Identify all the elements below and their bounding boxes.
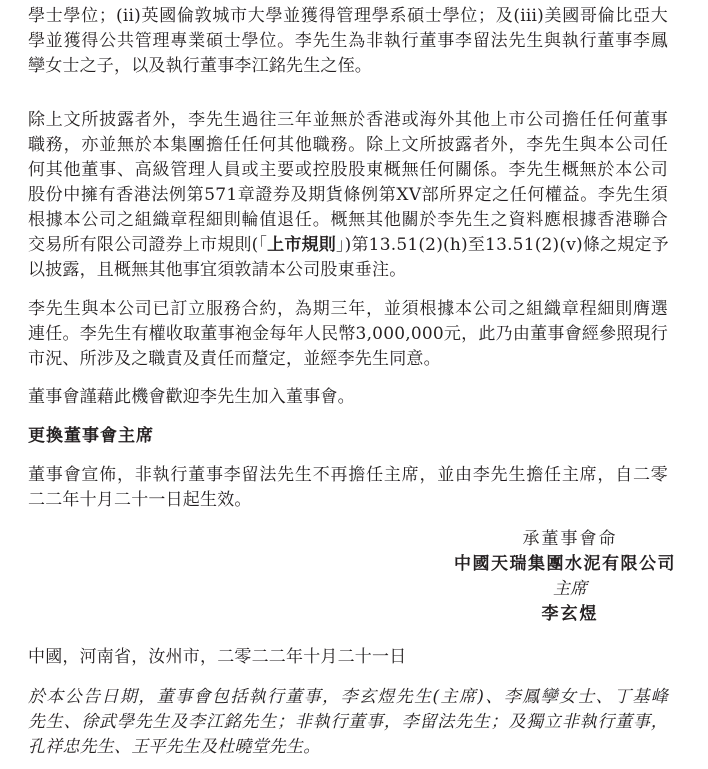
paragraph-line: 李先生與本公司已訂立服務合約，為期三年，並須根據本公司之組織章程細則膺選 bbox=[28, 299, 668, 319]
paragraph-line: 董事會謹藉此機會歡迎李先生加入董事會。 bbox=[28, 387, 355, 407]
paragraph-line: 二二年十月二十一日起生效。 bbox=[28, 490, 252, 510]
paragraph-line: 職務，亦並無於本集團擔任任何其他職務。除上文所披露者外，李先生與本公司任 bbox=[28, 135, 668, 155]
paragraph-line: 根據本公司之組織章程細則輪值退任。概無其他關於李先生之資料應根據香港聯合 bbox=[28, 210, 668, 230]
paragraph-line bbox=[28, 233, 668, 257]
paragraph-line: 學士學位；(ii)英國倫敦城市大學並獲得管理學系碩士學位；及(iii)美國哥倫比亞大 bbox=[28, 6, 668, 26]
by-order-text: 承董事會命 bbox=[522, 529, 618, 549]
board-composition-line: 孔祥忠先生、王平先生及杜曉堂先生。 bbox=[28, 737, 321, 757]
paragraph-line: 孿女士之子，以及執行董事李江銘先生之侄。 bbox=[28, 56, 372, 76]
paragraph-line: 股份中擁有香港法例第571章證券及期貨條例第XV部所界定之任何權益。李先生須 bbox=[28, 185, 668, 205]
paragraph-line: 市況、所涉及之職責及責任而釐定，並經李先生同意。 bbox=[28, 349, 441, 369]
text: 交易所有限公司證券上市規則(「 bbox=[28, 235, 268, 255]
section-heading: 更換董事會主席 bbox=[28, 426, 154, 446]
paragraph-line: 學並獲得公共管理專業碩士學位。李先生為非執行董事李留法先生與執行董事李鳳 bbox=[28, 31, 668, 51]
signatory-name: 李玄煜 bbox=[541, 604, 599, 624]
text: 」)第13.51(2)(h)至13.51(2)(v)條之規定予 bbox=[335, 235, 669, 255]
paragraph-line: 除上文所披露者外，李先生過往三年並無於香港或海外其他上市公司擔任任何董事 bbox=[28, 110, 668, 130]
paragraph-line: 連任。李先生有權收取董事袍金每年人民幣3,000,000元，此乃由董事會經參照現行 bbox=[28, 324, 668, 344]
place-date: 中國，河南省，汝州市，二零二二年十月二十一日 bbox=[28, 647, 407, 667]
signatory-title: 主席 bbox=[553, 579, 587, 599]
board-composition-line: 於本公告日期，董事會包括執行董事，李玄煜先生(主席)、李鳳孿女士、丁基峰 bbox=[28, 687, 668, 707]
paragraph-line: 以披露，且概無其他事宜須敦請本公司股東垂注。 bbox=[28, 260, 407, 280]
paragraph-line: 董事會宣佈，非執行董事李留法先生不再擔任主席，並由李先生擔任主席，自二零 bbox=[28, 465, 668, 485]
paragraph-line: 何其他董事、高級管理人員或主要或控股股東概無任何關係。李先生概無於本公司 bbox=[28, 160, 668, 180]
board-composition-line: 先生、徐武學先生及李江銘先生；非執行董事，李留法先生；及獨立非執行董事， bbox=[28, 712, 668, 732]
company-name: 中國天瑞集團水泥有限公司 bbox=[454, 554, 676, 574]
defined-term: 上市規則 bbox=[267, 235, 336, 255]
